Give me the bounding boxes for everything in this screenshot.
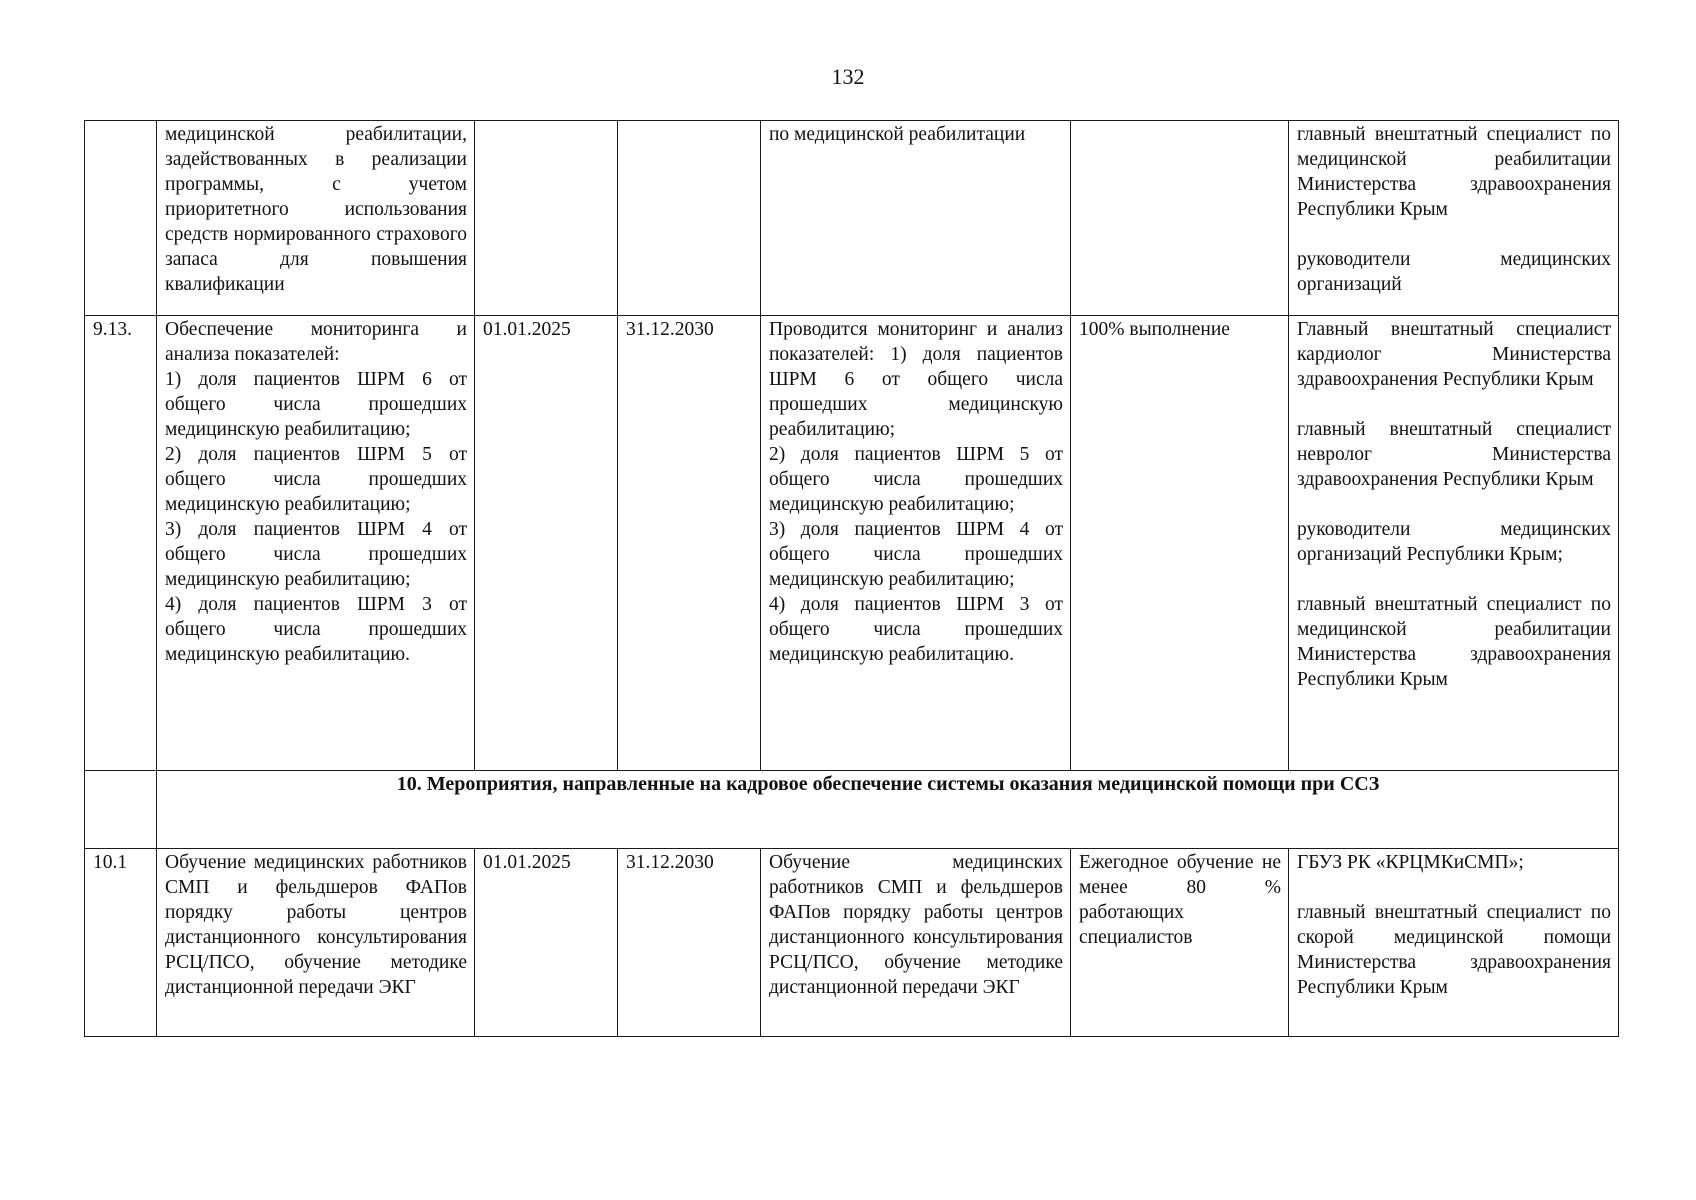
events-table <box>84 120 1619 1037</box>
cell-number: 10.1 <box>85 849 157 1037</box>
cell-responsible <box>1289 121 1619 316</box>
cell-number: 9.13. <box>85 316 157 771</box>
description-line: Проводится мониторинг и анализ показателей: 1) доля пациентов ШРМ 6 от общего числа прошедших медицинскую реабилитацию; <box>769 319 1063 440</box>
cell-start-date <box>475 121 618 316</box>
event-line: 2) доля пациентов ШРМ 5 от общего числа прошедших медицинскую реабилитацию; <box>165 444 467 515</box>
table-row-section-10 <box>85 771 1619 849</box>
responsible-entry: главный внештатный специалист по скорой медицинской помощи Министерства здравоохранения Республики Крым <box>1297 902 1611 998</box>
event-line: Обучение медицинских работников СМП и фельдшеров ФАПов порядку работы центров дистанционного консультирования РСЦ/ПСО, обучение методике дистанционной передачи ЭКГ <box>165 852 467 998</box>
responsible-entry: руководители медицинских организаций <box>1297 249 1611 295</box>
description-line: 4) доля пациентов ШРМ 3 от общего числа прошедших медицинскую реабилитацию. <box>769 594 1063 665</box>
cell-event-name: медицинской реабилитации, задействованных в реализации программы, с учетом приоритетного использования средств нормированного страхового запаса для повышения квалификации <box>157 121 475 316</box>
table-row-continuation <box>85 121 1619 316</box>
cell-end-date: 31.12.2030 <box>618 316 761 771</box>
cell-responsible <box>1289 316 1619 771</box>
responsible-entry: главный внештатный специалист невролог Министерства здравоохранения Республики Крым <box>1297 419 1611 490</box>
responsible-entry: Главный внештатный специалист кардиолог Министерства здравоохранения Республики Крым <box>1297 319 1611 390</box>
cell-description: по медицинской реабилитации <box>761 121 1071 316</box>
cell-number <box>85 771 157 849</box>
table-row-10-1 <box>85 849 1619 1037</box>
cell-description <box>761 849 1071 1037</box>
event-line: 3) доля пациентов ШРМ 4 от общего числа прошедших медицинскую реабилитацию; <box>165 519 467 590</box>
responsible-entry: руководители медицинских организаций Республики Крым; <box>1297 519 1611 565</box>
responsible-entry: главный внештатный специалист по медицинской реабилитации Министерства здравоохранения Республики Крым <box>1297 124 1611 220</box>
cell-indicator <box>1071 121 1289 316</box>
responsible-entry: ГБУЗ РК «КРЦМКиСМП»; <box>1297 852 1524 873</box>
cell-start-date: 01.01.2025 <box>475 849 618 1037</box>
table-row-9-13 <box>85 316 1619 771</box>
event-line: 1) доля пациентов ШРМ 6 от общего числа прошедших медицинскую реабилитацию; <box>165 369 467 440</box>
cell-start-date: 01.01.2025 <box>475 316 618 771</box>
cell-indicator: Ежегодное обучение не менее 80 % работающих специалистов <box>1071 849 1289 1037</box>
cell-end-date <box>618 121 761 316</box>
cell-indicator: 100% выполнение <box>1071 316 1289 771</box>
cell-description <box>761 316 1071 771</box>
description-line: 2) доля пациентов ШРМ 5 от общего числа прошедших медицинскую реабилитацию; <box>769 444 1063 515</box>
description-line: 3) доля пациентов ШРМ 4 от общего числа прошедших медицинскую реабилитацию; <box>769 519 1063 590</box>
cell-responsible <box>1289 849 1619 1037</box>
event-line: 4) доля пациентов ШРМ 3 от общего числа прошедших медицинскую реабилитацию. <box>165 594 467 665</box>
page-number: 132 <box>831 64 865 89</box>
section-title: 10. Мероприятия, направленные на кадровое обеспечение системы оказания медицинской помощи при ССЗ <box>157 771 1619 849</box>
cell-end-date: 31.12.2030 <box>618 849 761 1037</box>
cell-event-name <box>157 316 475 771</box>
cell-number <box>85 121 157 316</box>
event-line: Обеспечение мониторинга и анализа показателей: <box>165 319 467 365</box>
cell-event-name <box>157 849 475 1037</box>
description-line: Обучение медицинских работников СМП и фельдшеров ФАПов порядку работы центров дистанционного консультирования РСЦ/ПСО, обучение методике дистанционной передачи ЭКГ <box>769 852 1063 998</box>
responsible-entry: главный внештатный специалист по медицинской реабилитации Министерства здравоохранения Республики Крым <box>1297 594 1611 690</box>
